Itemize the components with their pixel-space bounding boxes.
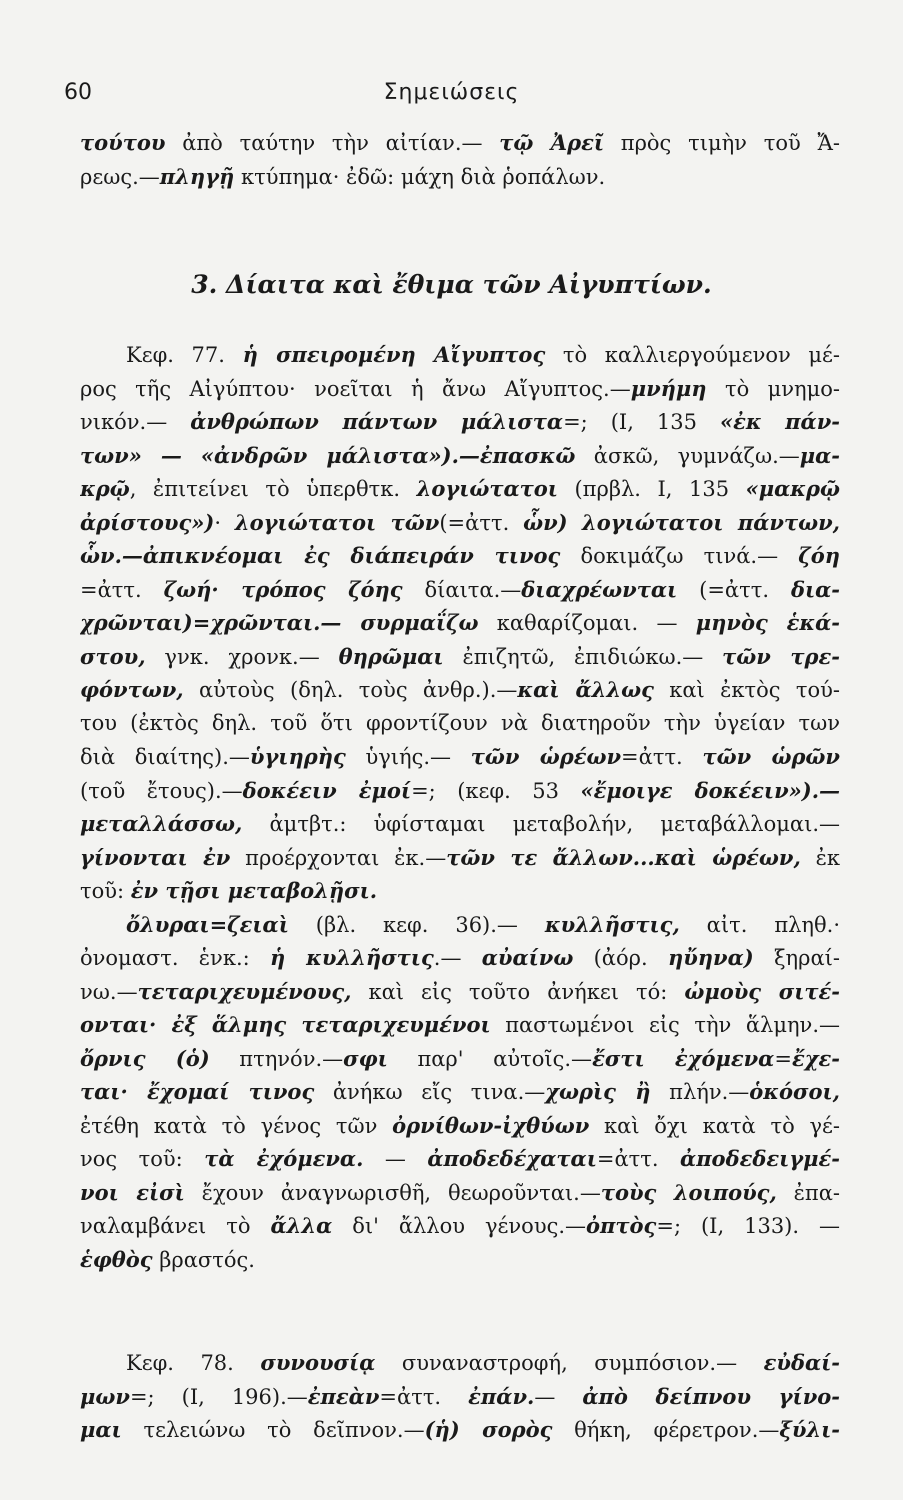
term-bold: ὠμοὺς σιτέ-: [684, 978, 840, 1004]
gloss-text: παρ' αὐτοῖς.—: [387, 1046, 593, 1071]
gloss-text: =: [774, 1046, 792, 1071]
gloss-text: συναναστροφή, συμπόσιον.—: [375, 1351, 764, 1375]
term-bold: ξύλι-: [779, 1417, 840, 1442]
term-bold: τῶν τρε-: [722, 643, 840, 669]
gloss-text: (τοῦ ἔτους).—: [80, 778, 243, 803]
text-line: [80, 472, 840, 506]
term-bold: τῶν ὡρέων: [470, 744, 622, 769]
gloss-text: (ἀόρ.: [573, 946, 668, 970]
term-bold: ἐπεὰν: [307, 1383, 380, 1409]
term-bold: δοκέειν ἐμοί: [242, 777, 412, 803]
gloss-text: ρος τῆς Αἰγύπτου· νοεῖται ἡ ἄνω Αἴγυπτος.—: [80, 376, 631, 401]
text-line: [80, 874, 840, 908]
term-bold: ὧν.—ἀπικνέομαι ἐς διάπειράν τινος: [80, 543, 561, 568]
term-bold: καὶ ἄλλως: [517, 677, 654, 702]
gloss-text: τὸ μνημο-: [706, 376, 840, 401]
text-line: [80, 975, 840, 1009]
term-bold: φόντων,: [80, 677, 184, 702]
gloss-text: νω.—: [80, 979, 138, 1004]
gloss-text: .—: [433, 946, 482, 970]
term-bold: «ἔμοιγε δοκέειν»).—: [580, 777, 840, 803]
gloss-text: πλήν.—: [650, 1080, 750, 1104]
text-line: [80, 908, 840, 942]
gloss-text: , ἐπιτείνει τὸ ὑπερθτκ.: [129, 477, 417, 501]
gloss-text: ἀνήκω εἴς τινα.—: [314, 1080, 546, 1104]
gloss-text: τελειώνω τὸ δεῖπνον.—: [121, 1418, 425, 1442]
gloss-text: =; (I, 135: [563, 410, 720, 434]
gloss-text: ναλαμβάνει τὸ: [80, 1214, 271, 1238]
gloss-text: =ἀττ.: [379, 1384, 469, 1409]
text-line: [80, 126, 840, 160]
term-bold: ἀποδεδειγμέ-: [680, 1146, 840, 1171]
gloss-text: δι' ἄλλου γένους.—: [332, 1214, 587, 1238]
text-line: [80, 1380, 840, 1414]
text-line: [80, 405, 840, 439]
text-line: [80, 1142, 840, 1176]
gloss-text: καὶ ἐκτὸς τού-: [653, 678, 840, 702]
term-bold: τεταριχευμένους,: [137, 978, 352, 1004]
gloss-text: =ἀττ.: [80, 577, 164, 602]
gloss-text: —: [534, 1384, 583, 1409]
text-line: [80, 807, 840, 841]
term-bold: νοι εἰσὶ: [80, 1179, 185, 1205]
term-bold: ὧν) λογιώτατοι πάντων,: [523, 509, 840, 535]
term-bold: ἡ σπειρομένη Αἴγυπτος: [242, 342, 546, 367]
term-bold: ται· ἔχομαί τινος: [80, 1079, 315, 1104]
gloss-text: αὐτοὺς (δηλ. τοὺς ἀνθρ.).—: [183, 678, 518, 702]
term-bold: αὐαίνω: [481, 945, 574, 970]
text-line: [80, 1042, 840, 1076]
term-bold: ἔχε-: [791, 1045, 840, 1071]
term-bold: χωρὶς ἢ: [545, 1079, 651, 1104]
gloss-text: του (ἐκτὸς δηλ. τοῦ ὅτι φροντίζουν νὰ διατηροῦν τὴν ὑγείαν των: [80, 710, 840, 735]
paragraph-chapter-78: [80, 1346, 840, 1447]
gloss-text: ἀμτβτ.: ὑφίσταμαι μεταβολήν, μεταβάλλομαι.—: [242, 812, 840, 836]
gloss-text: Κεφ. 77.: [126, 343, 243, 367]
text-line: [80, 606, 840, 640]
gloss-text: προέρχονται ἐκ.—: [230, 845, 447, 870]
term-bold: διαχρέωνται: [521, 576, 678, 602]
term-bold: τῶν ὡρῶν: [702, 744, 840, 769]
gloss-text: ὑγιής.—: [345, 745, 471, 769]
term-bold: ἐπάν.: [468, 1383, 535, 1409]
gloss-text: ἐπιζητῶ, ἐπιδιώκω.—: [443, 644, 723, 669]
term-bold: ὑγιηρὴς: [249, 744, 346, 769]
term-bold: (ἡ) σορὸς: [424, 1417, 553, 1442]
term-bold: μα-: [799, 442, 840, 468]
gloss-text: ἐκ: [800, 845, 840, 870]
term-bold: ονται· ἐξ ἅλμης τεταριχευμένοι: [80, 1012, 491, 1037]
gloss-text: =ἀττ.: [596, 1147, 681, 1171]
text-line: [80, 539, 840, 573]
gloss-text: —: [363, 1147, 428, 1171]
gloss-text: διὰ διαίτης).—: [80, 745, 250, 769]
text-line: [80, 1008, 840, 1042]
term-bold: κρῷ: [80, 476, 130, 501]
gloss-text: δοκιμάζω τινά.—: [560, 544, 799, 568]
gloss-text: καθαρίζομαι. —: [478, 611, 696, 635]
text-line: [80, 573, 840, 607]
paragraph-intro: [80, 126, 840, 193]
gloss-text: θήκη, φέρετρον.—: [552, 1418, 780, 1442]
term-bold: ὄλυραι=ζειαὶ: [126, 911, 289, 937]
term-bold: στου,: [80, 643, 146, 669]
term-bold: σφι: [343, 1045, 388, 1071]
gloss-text: Κεφ. 78.: [126, 1351, 261, 1375]
gloss-text: παστωμένοι εἰς τὴν ἅλμην.—: [490, 1013, 840, 1037]
text-line: [80, 640, 840, 674]
term-bold: ἔστι ἐχόμενα: [592, 1045, 775, 1071]
term-bold: ὄρνις (ὁ): [80, 1045, 210, 1071]
text-line: [80, 439, 840, 473]
gloss-text: βραστός.: [152, 1247, 255, 1272]
gloss-text: =ἀττ.: [621, 745, 703, 769]
term-bold: κυλλῆστις,: [544, 911, 680, 937]
running-title: Σημειώσεις: [383, 80, 520, 105]
text-line: [80, 673, 840, 707]
term-bold: ὁκόσοι,: [749, 1079, 840, 1104]
gloss-text: ξηραί-: [753, 946, 840, 970]
gloss-text: =; (I, 196).—: [129, 1384, 308, 1409]
text-line: [80, 774, 840, 808]
term-bold: ἄλλα: [270, 1213, 333, 1238]
gloss-text: νικόν.—: [80, 410, 191, 434]
gloss-text: γνκ. χρονκ.—: [145, 644, 339, 669]
gloss-text: νος τοῦ:: [80, 1147, 205, 1171]
gloss-text: =; (κεφ. 53: [411, 778, 581, 803]
gloss-text: =; (I, 133). —: [656, 1214, 840, 1238]
term-bold: πληγῇ: [159, 163, 235, 189]
gloss-text: πτηνόν.—: [209, 1046, 344, 1071]
text-line: [80, 372, 840, 406]
gloss-text: κτύπημα· ἐδῶ: μάχη διὰ ῥοπάλων.: [234, 164, 606, 189]
gloss-text: καὶ ὄχι κατὰ τὸ γέ-: [589, 1113, 840, 1138]
term-bold: τῶν τε ἄλλων...καὶ ὡρέων,: [446, 844, 801, 870]
gloss-text: καὶ εἰς τοῦτο ἀνήκει τό:: [351, 979, 685, 1004]
text-line: [80, 1109, 840, 1143]
term-bold: ἑφθὸς: [80, 1246, 153, 1272]
text-line: [80, 841, 840, 875]
term-bold: ἐν τῇσι μεταβολῇσι.: [130, 878, 378, 903]
text-line: [80, 338, 840, 372]
gloss-text: ·: [214, 510, 235, 535]
term-bold: εὐδαί-: [763, 1350, 840, 1375]
gloss-text: ἔχουν ἀναγνωρισθῆ, θεωροῦνται.—: [184, 1180, 601, 1205]
gloss-text: ὀνομαστ. ἑνκ.:: [80, 946, 270, 970]
text-line: [80, 707, 840, 741]
text-line: [80, 1176, 840, 1210]
term-bold: τὰ ἐχόμενα.: [204, 1146, 364, 1171]
term-bold: χρῶνται)=χρῶνται.— συρμαΐζω: [80, 610, 479, 635]
text-line: [80, 160, 840, 194]
gloss-text: (βλ. κεφ. 36).—: [288, 912, 545, 937]
term-bold: μνήμη: [630, 375, 707, 401]
term-bold: μηνὸς ἑκά-: [695, 610, 840, 635]
gloss-text: ἀσκῶ, γυμνάζω.—: [575, 443, 800, 468]
term-bold: δια-: [790, 576, 840, 602]
term-bold: ζόη: [798, 543, 840, 568]
term-bold: ἡ κυλλῆστις: [269, 945, 434, 970]
paragraph-chapter-77: [80, 338, 840, 1276]
term-bold: ὀρνίθων-ἰχθύων: [392, 1112, 590, 1138]
gloss-text: ἐτέθη κατὰ τὸ γένος τῶν: [80, 1113, 393, 1138]
term-bold: θηρῶμαι: [338, 643, 444, 669]
gloss-text: (πρβλ. I, 135: [557, 477, 746, 501]
term-bold: ἀρίστους»): [80, 509, 215, 535]
term-bold: τούτου: [80, 130, 166, 155]
gloss-text: πρὸς τιμὴν τοῦ Ἄ-: [604, 131, 840, 155]
term-bold: τῷ Ἀρεῖ: [499, 130, 604, 155]
term-bold: λογιώτατοι τῶν: [234, 509, 440, 535]
gloss-text: ἀπὸ ταύτην τὴν αἰτίαν.—: [165, 131, 500, 155]
term-bold: ζωή· τρόπος ζόης: [163, 576, 403, 602]
term-bold: μων: [80, 1383, 130, 1409]
term-bold: ἀποδεδέχαται: [427, 1146, 597, 1171]
gloss-text: (=ἀττ.: [439, 510, 524, 535]
term-bold: των» — «ἀνδρῶν μάλιστα»).—ἐπασκῶ: [80, 442, 576, 468]
text-line: [80, 740, 840, 774]
gloss-text: αἰτ. πληθ.·: [679, 912, 840, 937]
term-bold: «μακρῷ: [745, 476, 840, 501]
term-bold: λογιώτατοι: [416, 476, 558, 501]
text-line: [80, 1075, 840, 1109]
term-bold: ἀπὸ δείπνου γίνο-: [582, 1383, 840, 1409]
text-line: [80, 1243, 840, 1277]
text-line: [80, 1346, 840, 1380]
term-bold: «ἐκ πάν-: [719, 409, 840, 434]
gloss-text: τὸ καλλιεργούμενον μέ-: [545, 343, 840, 367]
text-line: [80, 506, 840, 540]
section-heading: 3. Δίαιτα καὶ ἔθιμα τῶν Αἰγυπτίων.: [191, 270, 712, 299]
term-bold: ὀπτὸς: [586, 1213, 657, 1238]
term-bold: συνουσίᾳ: [260, 1350, 376, 1375]
text-line: [80, 941, 840, 975]
term-bold: ηὔηνα): [667, 945, 754, 970]
gloss-text: δίαιτα.—: [402, 577, 522, 602]
text-line: [80, 1209, 840, 1243]
term-bold: ἀνθρώπων πάντων μάλιστα: [190, 409, 564, 434]
term-bold: τοὺς λοιπούς,: [600, 1179, 777, 1205]
term-bold: μαι: [80, 1417, 122, 1442]
gloss-text: ἐπα-: [776, 1180, 840, 1205]
gloss-text: ρεως.—: [80, 164, 160, 189]
gloss-text: τοῦ:: [80, 879, 131, 903]
term-bold: γίνονται ἐν: [80, 844, 231, 870]
page-number: 60: [64, 80, 92, 105]
term-bold: μεταλλάσσω,: [80, 811, 243, 836]
text-line: [80, 1413, 840, 1447]
gloss-text: (=ἀττ.: [677, 577, 791, 602]
